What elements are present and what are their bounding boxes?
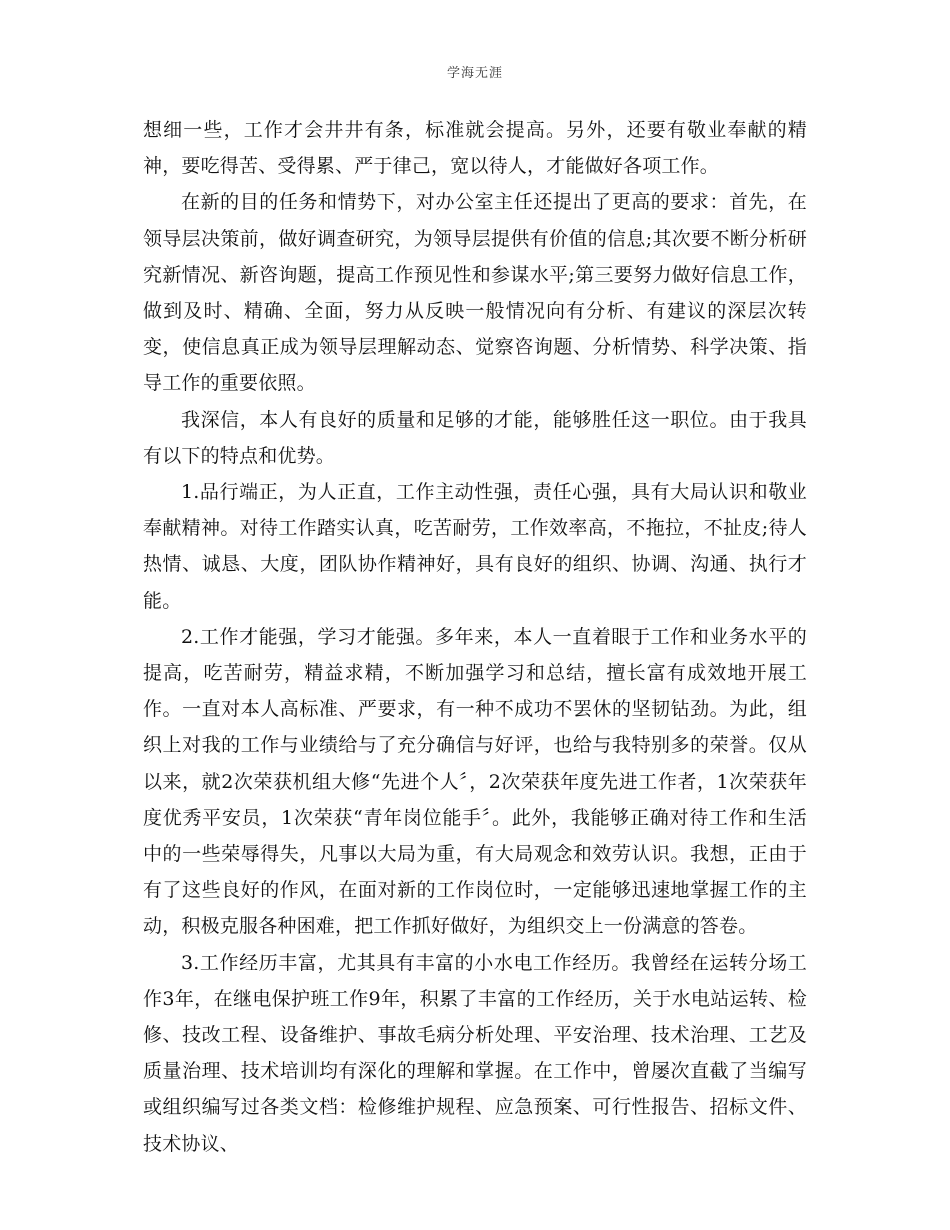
paragraph-point-2: 2.工作才能强，学习才能强。多年来，本人一直着眼于工作和业务水平的提高，吃苦耐劳，精益求精，不断加强学习和总结，擅长富有成效地开展工作。一直对本人高标准、严要求，有一种不成功不罢休的坚韧钻劲。为此，组织上对我的工作与业绩给与了充分确信与好评，也给与我特别多的荣誉。仅从以来，就2次荣获机组大修“先进个人〞，2次荣获年度先进工作者，1次荣获年度优秀平安员，1次荣获“青年岗位能手〞。此外，我能够正确对待工作和生活中的一些荣辱得失，凡事以大局为重，有大局观念和效劳认识。我想，正由于有了这些良好的作风，在面对新的工作岗位时，一定能够迅速地掌握工作的主动，积极克服各种困难，把工作抓好做好，为组织交上一份满意的答卷。	[143, 625, 807, 938]
paragraph-point-1: 1.品行端正，为人正直，工作主动性强，责任心强，具有大局认识和敬业奉献精神。对待工作踏实认真，吃苦耐劳，工作效率高，不拖拉，不扯皮;待人热情、诚恳、大度，团队协作精神好，具有良好的组织、协调、沟通、执行才能。	[143, 481, 807, 612]
paragraph-point-3: 3.工作经历丰富，尤其具有丰富的小水电工作经历。我曾经在运转分场工作3年，在继电保护班工作9年，积累了丰富的工作经历，关于水电站运转、检修、技改工程、设备维护、事故毛病分析处理、平安治理、技术治理、工艺及质量治理、技术培训均有深化的理解和掌握。在工作中，曾屡次直截了当编写或组织编写过各类文档：检修维护规程、应急预案、可行性报告、招标文件、技术协议、	[143, 951, 807, 1155]
document-body	[143, 112, 807, 1162]
paragraph-confidence: 我深信，本人有良好的质量和足够的才能，能够胜任这一职位。由于我具有以下的特点和优势。	[143, 408, 807, 467]
paragraph-continued: 想细一些，工作才会井井有条，标准就会提高。另外，还要有敬业奉献的精神，要吃得苦、受得累、严于律己，宽以待人，才能做好各项工作。	[143, 119, 807, 178]
paragraph-requirements: 在新的目的任务和情势下，对办公室主任还提出了更高的要求：首先，在领导层决策前，做好调查研究，为领导层提供有价值的信息;其次要不断分析研究新情况、新咨询题，提高工作预见性和参谋水平;第三要努力做好信息工作，做到及时、精确、全面，努力从反映一般情况向有分析、有建议的深层次转变，使信息真正成为领导层理解动态、觉察咨询题、分析情势、科学决策、指导工作的重要依照。	[143, 191, 807, 395]
page-header: 学海无涯	[446, 66, 503, 81]
